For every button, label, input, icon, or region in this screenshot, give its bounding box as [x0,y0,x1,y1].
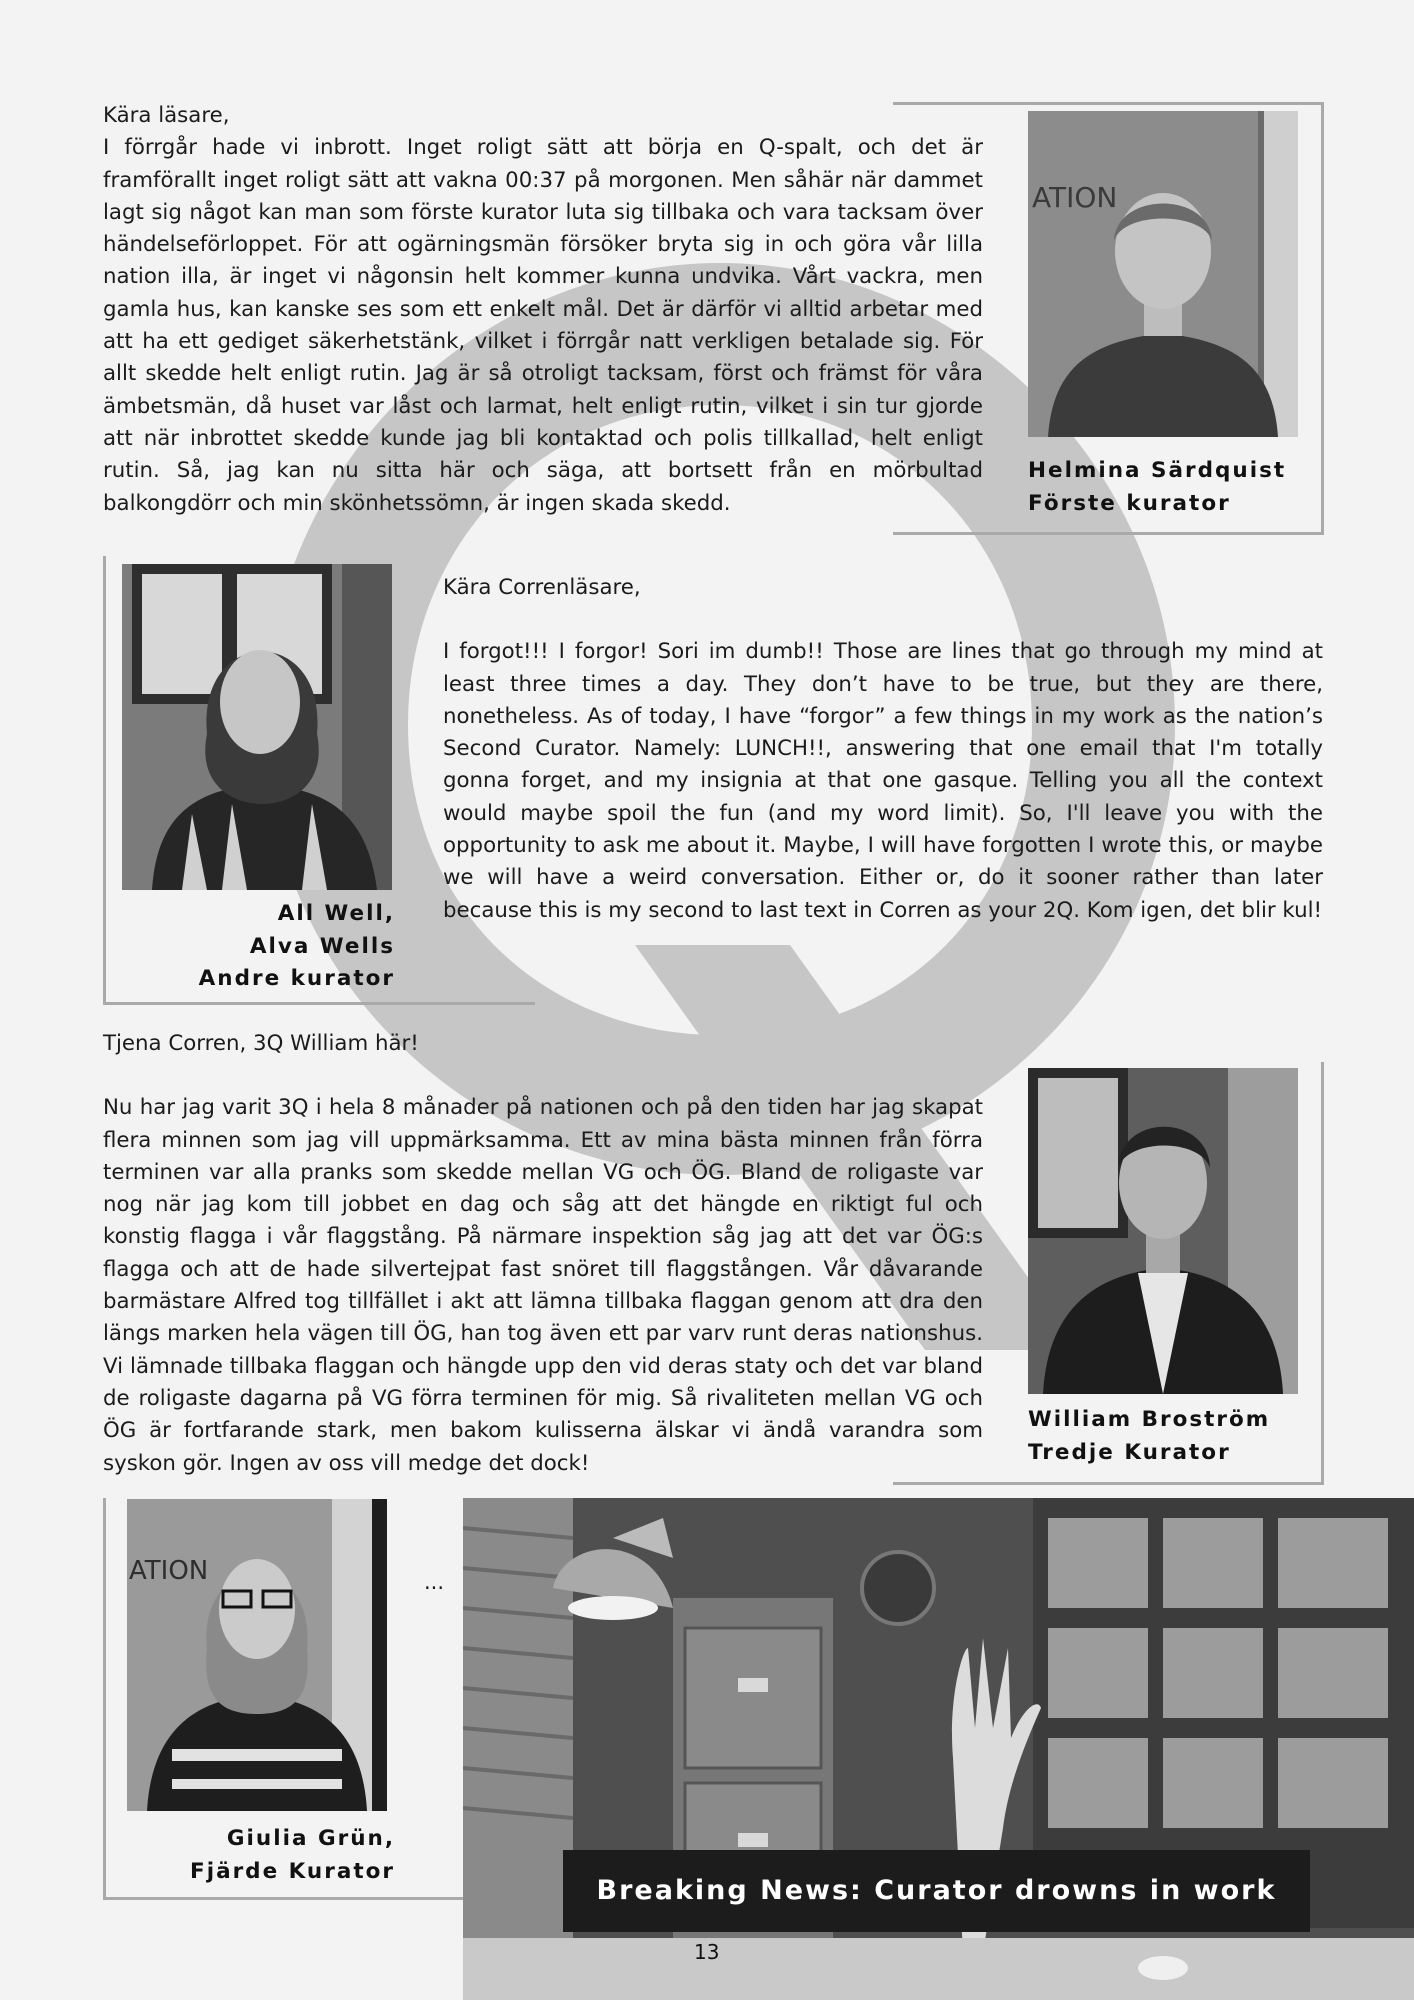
section1-greeting: Kära läsare, [103,103,230,128]
portrait-william [1028,1068,1298,1394]
helmina-role: Förste kurator [1028,490,1231,516]
giulia-role: Fjärde Kurator [190,1858,395,1884]
giulia-photo-sign: ATION [129,1556,209,1586]
section3-greeting: Tjena Corren, 3Q William här! [103,1031,419,1056]
section2-spacer [443,604,1323,636]
helmina-name: Helmina Särdquist [1028,458,1287,483]
portrait-alva [122,564,392,890]
william-role: Tredje Kurator [1028,1439,1231,1465]
section3-signature [1028,1404,1270,1469]
breaking-news-banner: Breaking News: Curator drowns in work [563,1850,1310,1932]
section4-ellipsis: ... [424,1570,445,1594]
william-name: William Broström [1028,1407,1271,1432]
section2-signature [120,898,395,996]
alva-name: Alva Wells [249,933,395,959]
section3-text [103,1028,983,1480]
section1-text [103,100,983,520]
portrait-giulia [127,1499,387,1811]
section2-body: I forgot!!! I forgor! Sori im dumb!! Those are lines that go through my mind at least three times a day. They don’t have to be true, but they are there, nonetheless. As of today, I have “forgor” a few things in my work as the nation’s Second Curator. Namely: LUNCH!!, answering that one email that I'm totally gonna forget, and my insignia at that one gasque. Telling you all the context would maybe spoil the fun (and my word limit). So, I'll leave you with the opportunity to ask me about it. Maybe, I will have forgotten I wrote this, or maybe we will have a weird conversation. Either or, do it sooner rather than later because this is my second to last text in Corren as your 2Q. Kom igen, det blir kul! [443,639,1323,923]
section4-signature [120,1823,395,1888]
portrait-helmina [1028,111,1298,437]
section2-greeting: Kära Correnläsare, [443,575,641,600]
section1-body: I förrgår hade vi inbrott. Inget roligt sätt att börja en Q-spalt, och det är framförallt inget roligt sätt att vakna 00:37 på morgonen. Men såhär när dammet lagt sig något kan man som förste kurator luta sig tillbaka och vara tacksam över händelseförloppet. För att ogärningsmän försöker bryta sig in och göra vår lilla nation illa, är inget vi någonsin helt kommer kunna undvika. Vårt vackra, men gamla hus, kan kanske ses som ett enkelt mål. Det är därför vi alltid arbetar med att ha ett gediget säkerhetstänk, vilket i förrgår natt verkligen betalade sig. För allt skedde helt enligt rutin. Jag är så otroligt tacksam, först och främst för våra ämbetsmän, då huset var låst och larmat, helt enligt rutin, vilket i sin tur gjorde att när inbrottet skedde kunde jag bli kontaktad och polis tillkallad, helt enligt rutin. Så, jag kan nu sitta här och säga, att bortsett från en mörbultad balkongdörr och min skönhetssömn, är ingen skada skedd. [103,135,983,516]
section3-spacer [103,1060,983,1092]
section2-text [443,572,1323,927]
helmina-photo-sign: ATION [1032,181,1118,214]
page-number: 13 [694,1940,720,1964]
section1-signature [1028,455,1286,520]
giulia-name: Giulia Grün, [226,1826,395,1851]
alva-greeting-sign: All Well, [277,901,395,926]
section3-body: Nu har jag varit 3Q i hela 8 månader på nationen och på den tiden har jag skapat flera minnen som jag vill uppmärksamma. Ett av mina bästa minnen från förra terminen var alla pranks som skedde mellan VG och ÖG. Bland de roligaste var nog när jag kom till jobbet en dag och såg att det hängde en riktigt ful och konstig flagga i vår flaggstång. På närmare inspektion såg jag att det var ÖG:s flagga och att de hade silvertejpat fast snöret till flaggstången. Vår dåvarande barmästare Alfred tog tillfället i akt att lämna tillbaka flaggan genom att dra den längs marken hela vägen till ÖG, han tog även ett par varv runt deras nationshus. Vi lämnade tillbaka flaggan och hängde upp den vid deras staty och det var bland de roligaste dagarna på VG förra terminen för mig. Så rivaliteten mellan VG och ÖG är fortfarande stark, men bakom kulisserna älskar vi ändå varandra som syskon gör. Ingen av oss vill medge det dock! [103,1095,983,1476]
alva-role: Andre kurator [198,966,395,991]
